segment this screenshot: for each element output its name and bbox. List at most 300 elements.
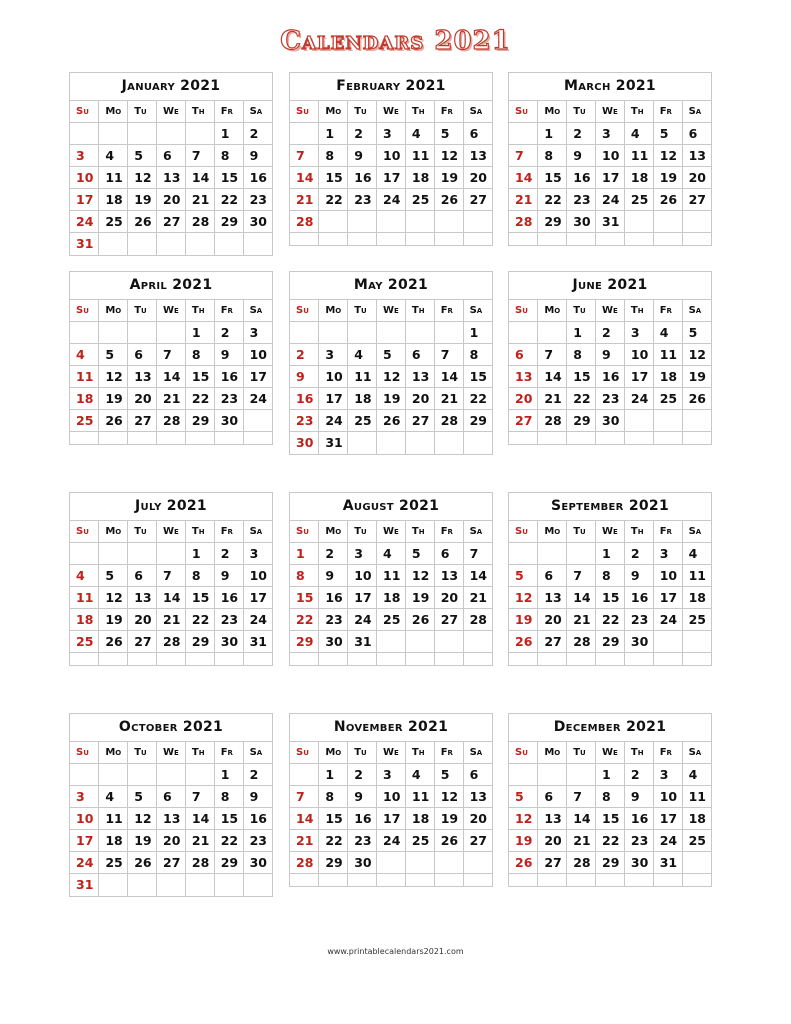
day-cell[interactable]: 4	[653, 322, 682, 344]
day-cell[interactable]: 27	[538, 852, 567, 874]
day-cell[interactable]: 1	[214, 764, 243, 786]
day-cell[interactable]: 21	[157, 388, 186, 410]
day-cell[interactable]: 29	[185, 410, 214, 432]
day-cell[interactable]: 12	[509, 587, 538, 609]
day-cell[interactable]: 19	[682, 366, 711, 388]
day-cell[interactable]: 21	[185, 830, 214, 852]
day-cell[interactable]: 21	[185, 189, 214, 211]
day-cell[interactable]: 7	[538, 344, 567, 366]
day-cell[interactable]: 8	[214, 145, 243, 167]
day-cell[interactable]: 5	[99, 565, 128, 587]
day-cell[interactable]: 22	[214, 189, 243, 211]
day-cell[interactable]: 13	[434, 565, 463, 587]
day-cell[interactable]: 13	[157, 808, 186, 830]
day-cell[interactable]: 16	[624, 587, 653, 609]
day-cell[interactable]: 19	[434, 808, 463, 830]
day-cell[interactable]: 25	[624, 189, 653, 211]
day-cell[interactable]: 5	[434, 764, 463, 786]
day-cell[interactable]: 29	[596, 852, 625, 874]
day-cell[interactable]: 2	[348, 123, 377, 145]
day-cell[interactable]: 3	[653, 764, 682, 786]
day-cell[interactable]: 29	[214, 852, 243, 874]
day-cell[interactable]: 11	[99, 808, 128, 830]
day-cell[interactable]: 4	[70, 565, 99, 587]
day-cell[interactable]: 3	[70, 145, 99, 167]
day-cell[interactable]: 19	[99, 388, 128, 410]
day-cell[interactable]: 11	[99, 167, 128, 189]
day-cell[interactable]: 17	[348, 587, 377, 609]
day-cell[interactable]: 22	[319, 189, 348, 211]
day-cell[interactable]: 10	[319, 366, 348, 388]
day-cell[interactable]: 19	[653, 167, 682, 189]
day-cell[interactable]: 14	[538, 366, 567, 388]
day-cell[interactable]: 14	[463, 565, 492, 587]
day-cell[interactable]: 7	[434, 344, 463, 366]
day-cell[interactable]: 18	[624, 167, 653, 189]
day-cell[interactable]: 16	[567, 167, 596, 189]
day-cell[interactable]: 22	[185, 388, 214, 410]
day-cell[interactable]: 24	[348, 609, 377, 631]
day-cell[interactable]: 26	[509, 631, 538, 653]
day-cell[interactable]: 19	[128, 830, 157, 852]
day-cell[interactable]: 27	[128, 410, 157, 432]
day-cell[interactable]: 30	[319, 631, 348, 653]
day-cell[interactable]: 27	[434, 609, 463, 631]
day-cell[interactable]: 10	[377, 786, 406, 808]
day-cell[interactable]: 24	[243, 388, 272, 410]
day-cell[interactable]: 23	[319, 609, 348, 631]
day-cell[interactable]: 19	[509, 609, 538, 631]
day-cell[interactable]: 21	[290, 830, 319, 852]
day-cell[interactable]: 28	[509, 211, 538, 233]
day-cell[interactable]: 10	[70, 808, 99, 830]
day-cell[interactable]: 20	[157, 830, 186, 852]
day-cell[interactable]: 26	[128, 211, 157, 233]
day-cell[interactable]: 17	[243, 366, 272, 388]
day-cell[interactable]: 27	[463, 830, 492, 852]
day-cell[interactable]: 21	[463, 587, 492, 609]
day-cell[interactable]: 18	[653, 366, 682, 388]
day-cell[interactable]: 16	[243, 167, 272, 189]
day-cell[interactable]: 23	[624, 609, 653, 631]
day-cell[interactable]: 2	[348, 764, 377, 786]
day-cell[interactable]: 13	[128, 587, 157, 609]
day-cell[interactable]: 5	[128, 786, 157, 808]
day-cell[interactable]: 13	[405, 366, 434, 388]
day-cell[interactable]: 25	[653, 388, 682, 410]
day-cell[interactable]: 28	[567, 631, 596, 653]
day-cell[interactable]: 29	[290, 631, 319, 653]
day-cell[interactable]: 27	[405, 410, 434, 432]
day-cell[interactable]: 9	[290, 366, 319, 388]
day-cell[interactable]: 20	[157, 189, 186, 211]
day-cell[interactable]: 18	[377, 587, 406, 609]
day-cell[interactable]: 11	[682, 565, 711, 587]
day-cell[interactable]: 12	[653, 145, 682, 167]
day-cell[interactable]: 10	[243, 565, 272, 587]
day-cell[interactable]: 17	[70, 830, 99, 852]
day-cell[interactable]: 4	[70, 344, 99, 366]
day-cell[interactable]: 14	[185, 167, 214, 189]
day-cell[interactable]: 18	[682, 587, 711, 609]
day-cell[interactable]: 9	[624, 565, 653, 587]
day-cell[interactable]: 26	[434, 189, 463, 211]
day-cell[interactable]: 14	[509, 167, 538, 189]
day-cell[interactable]: 30	[624, 852, 653, 874]
day-cell[interactable]: 7	[567, 565, 596, 587]
day-cell[interactable]: 16	[214, 366, 243, 388]
day-cell[interactable]: 24	[70, 211, 99, 233]
day-cell[interactable]: 10	[377, 145, 406, 167]
day-cell[interactable]: 12	[434, 145, 463, 167]
day-cell[interactable]: 16	[624, 808, 653, 830]
day-cell[interactable]: 14	[290, 167, 319, 189]
day-cell[interactable]: 19	[405, 587, 434, 609]
day-cell[interactable]: 13	[463, 786, 492, 808]
day-cell[interactable]: 26	[405, 609, 434, 631]
day-cell[interactable]: 9	[243, 145, 272, 167]
day-cell[interactable]: 6	[128, 344, 157, 366]
day-cell[interactable]: 11	[682, 786, 711, 808]
day-cell[interactable]: 23	[290, 410, 319, 432]
day-cell[interactable]: 14	[157, 587, 186, 609]
day-cell[interactable]: 17	[653, 587, 682, 609]
day-cell[interactable]: 20	[463, 808, 492, 830]
day-cell[interactable]: 11	[70, 587, 99, 609]
day-cell[interactable]: 8	[596, 786, 625, 808]
day-cell[interactable]: 13	[128, 366, 157, 388]
day-cell[interactable]: 1	[290, 543, 319, 565]
day-cell[interactable]: 6	[157, 786, 186, 808]
day-cell[interactable]: 25	[99, 211, 128, 233]
day-cell[interactable]: 15	[596, 587, 625, 609]
day-cell[interactable]: 15	[214, 167, 243, 189]
day-cell[interactable]: 24	[377, 830, 406, 852]
day-cell[interactable]: 1	[214, 123, 243, 145]
day-cell[interactable]: 1	[185, 543, 214, 565]
day-cell[interactable]: 26	[434, 830, 463, 852]
day-cell[interactable]: 31	[70, 233, 99, 255]
day-cell[interactable]: 25	[99, 852, 128, 874]
day-cell[interactable]: 21	[290, 189, 319, 211]
day-cell[interactable]: 9	[319, 565, 348, 587]
day-cell[interactable]: 12	[99, 587, 128, 609]
day-cell[interactable]: 2	[243, 123, 272, 145]
day-cell[interactable]: 30	[214, 410, 243, 432]
day-cell[interactable]: 20	[463, 167, 492, 189]
day-cell[interactable]: 30	[596, 410, 625, 432]
day-cell[interactable]: 7	[157, 344, 186, 366]
day-cell[interactable]: 10	[70, 167, 99, 189]
day-cell[interactable]: 16	[214, 587, 243, 609]
day-cell[interactable]: 29	[567, 410, 596, 432]
footer-website[interactable]: www.printablecalendars2021.com	[327, 947, 464, 956]
day-cell[interactable]: 4	[405, 764, 434, 786]
day-cell[interactable]: 11	[377, 565, 406, 587]
day-cell[interactable]: 6	[128, 565, 157, 587]
day-cell[interactable]: 7	[185, 786, 214, 808]
day-cell[interactable]: 25	[405, 830, 434, 852]
day-cell[interactable]: 29	[463, 410, 492, 432]
day-cell[interactable]: 7	[509, 145, 538, 167]
day-cell[interactable]: 6	[463, 123, 492, 145]
day-cell[interactable]: 3	[70, 786, 99, 808]
day-cell[interactable]: 30	[567, 211, 596, 233]
day-cell[interactable]: 21	[567, 609, 596, 631]
day-cell[interactable]: 4	[99, 145, 128, 167]
day-cell[interactable]: 9	[348, 786, 377, 808]
day-cell[interactable]: 24	[653, 830, 682, 852]
day-cell[interactable]: 17	[243, 587, 272, 609]
day-cell[interactable]: 4	[624, 123, 653, 145]
day-cell[interactable]: 4	[348, 344, 377, 366]
day-cell[interactable]: 29	[185, 631, 214, 653]
day-cell[interactable]: 3	[243, 543, 272, 565]
day-cell[interactable]: 21	[567, 830, 596, 852]
day-cell[interactable]: 20	[538, 830, 567, 852]
day-cell[interactable]: 31	[653, 852, 682, 874]
day-cell[interactable]: 16	[348, 808, 377, 830]
day-cell[interactable]: 28	[290, 852, 319, 874]
day-cell[interactable]: 8	[214, 786, 243, 808]
day-cell[interactable]: 26	[509, 852, 538, 874]
day-cell[interactable]: 15	[319, 167, 348, 189]
day-cell[interactable]: 18	[99, 830, 128, 852]
day-cell[interactable]: 13	[538, 587, 567, 609]
day-cell[interactable]: 18	[70, 609, 99, 631]
day-cell[interactable]: 15	[463, 366, 492, 388]
day-cell[interactable]: 19	[434, 167, 463, 189]
day-cell[interactable]: 2	[596, 322, 625, 344]
day-cell[interactable]: 30	[624, 631, 653, 653]
day-cell[interactable]: 27	[157, 852, 186, 874]
day-cell[interactable]: 19	[128, 189, 157, 211]
day-cell[interactable]: 26	[128, 852, 157, 874]
day-cell[interactable]: 24	[653, 609, 682, 631]
day-cell[interactable]: 10	[653, 786, 682, 808]
day-cell[interactable]: 2	[319, 543, 348, 565]
day-cell[interactable]: 8	[185, 565, 214, 587]
day-cell[interactable]: 12	[128, 808, 157, 830]
day-cell[interactable]: 27	[128, 631, 157, 653]
day-cell[interactable]: 15	[214, 808, 243, 830]
day-cell[interactable]: 2	[624, 764, 653, 786]
day-cell[interactable]: 13	[682, 145, 711, 167]
day-cell[interactable]: 24	[377, 189, 406, 211]
day-cell[interactable]: 6	[538, 565, 567, 587]
day-cell[interactable]: 9	[596, 344, 625, 366]
day-cell[interactable]: 24	[243, 609, 272, 631]
day-cell[interactable]: 18	[405, 167, 434, 189]
day-cell[interactable]: 2	[624, 543, 653, 565]
day-cell[interactable]: 30	[243, 211, 272, 233]
day-cell[interactable]: 7	[567, 786, 596, 808]
day-cell[interactable]: 15	[290, 587, 319, 609]
day-cell[interactable]: 9	[348, 145, 377, 167]
day-cell[interactable]: 5	[377, 344, 406, 366]
day-cell[interactable]: 21	[509, 189, 538, 211]
day-cell[interactable]: 5	[99, 344, 128, 366]
day-cell[interactable]: 20	[682, 167, 711, 189]
day-cell[interactable]: 15	[185, 587, 214, 609]
day-cell[interactable]: 28	[185, 852, 214, 874]
day-cell[interactable]: 8	[319, 145, 348, 167]
day-cell[interactable]: 9	[243, 786, 272, 808]
day-cell[interactable]: 2	[243, 764, 272, 786]
day-cell[interactable]: 15	[538, 167, 567, 189]
day-cell[interactable]: 28	[185, 211, 214, 233]
day-cell[interactable]: 5	[405, 543, 434, 565]
day-cell[interactable]: 20	[509, 388, 538, 410]
day-cell[interactable]: 6	[509, 344, 538, 366]
day-cell[interactable]: 29	[538, 211, 567, 233]
day-cell[interactable]: 18	[682, 808, 711, 830]
day-cell[interactable]: 22	[319, 830, 348, 852]
day-cell[interactable]: 6	[463, 764, 492, 786]
day-cell[interactable]: 14	[185, 808, 214, 830]
day-cell[interactable]: 24	[319, 410, 348, 432]
day-cell[interactable]: 22	[463, 388, 492, 410]
day-cell[interactable]: 28	[157, 410, 186, 432]
day-cell[interactable]: 3	[653, 543, 682, 565]
day-cell[interactable]: 8	[185, 344, 214, 366]
day-cell[interactable]: 29	[596, 631, 625, 653]
day-cell[interactable]: 27	[463, 189, 492, 211]
day-cell[interactable]: 22	[538, 189, 567, 211]
day-cell[interactable]: 30	[290, 432, 319, 454]
day-cell[interactable]: 30	[214, 631, 243, 653]
day-cell[interactable]: 17	[377, 808, 406, 830]
day-cell[interactable]: 13	[538, 808, 567, 830]
day-cell[interactable]: 19	[509, 830, 538, 852]
day-cell[interactable]: 27	[157, 211, 186, 233]
day-cell[interactable]: 23	[567, 189, 596, 211]
day-cell[interactable]: 20	[128, 388, 157, 410]
day-cell[interactable]: 21	[538, 388, 567, 410]
day-cell[interactable]: 6	[405, 344, 434, 366]
day-cell[interactable]: 28	[290, 211, 319, 233]
day-cell[interactable]: 2	[214, 322, 243, 344]
day-cell[interactable]: 18	[99, 189, 128, 211]
day-cell[interactable]: 14	[290, 808, 319, 830]
day-cell[interactable]: 20	[128, 609, 157, 631]
day-cell[interactable]: 31	[596, 211, 625, 233]
day-cell[interactable]: 31	[319, 432, 348, 454]
day-cell[interactable]: 6	[538, 786, 567, 808]
day-cell[interactable]: 18	[405, 808, 434, 830]
day-cell[interactable]: 1	[538, 123, 567, 145]
day-cell[interactable]: 20	[434, 587, 463, 609]
day-cell[interactable]: 21	[157, 609, 186, 631]
day-cell[interactable]: 28	[567, 852, 596, 874]
day-cell[interactable]: 16	[596, 366, 625, 388]
day-cell[interactable]: 29	[319, 852, 348, 874]
day-cell[interactable]: 13	[463, 145, 492, 167]
day-cell[interactable]: 22	[214, 830, 243, 852]
day-cell[interactable]: 12	[128, 167, 157, 189]
day-cell[interactable]: 23	[596, 388, 625, 410]
day-cell[interactable]: 11	[70, 366, 99, 388]
day-cell[interactable]: 23	[214, 609, 243, 631]
day-cell[interactable]: 26	[377, 410, 406, 432]
day-cell[interactable]: 3	[243, 322, 272, 344]
day-cell[interactable]: 10	[243, 344, 272, 366]
day-cell[interactable]: 1	[319, 123, 348, 145]
day-cell[interactable]: 22	[567, 388, 596, 410]
day-cell[interactable]: 3	[377, 764, 406, 786]
day-cell[interactable]: 15	[319, 808, 348, 830]
day-cell[interactable]: 21	[434, 388, 463, 410]
day-cell[interactable]: 30	[243, 852, 272, 874]
day-cell[interactable]: 3	[348, 543, 377, 565]
day-cell[interactable]: 3	[596, 123, 625, 145]
day-cell[interactable]: 25	[348, 410, 377, 432]
day-cell[interactable]: 31	[70, 874, 99, 896]
day-cell[interactable]: 28	[157, 631, 186, 653]
day-cell[interactable]: 14	[567, 808, 596, 830]
day-cell[interactable]: 26	[99, 631, 128, 653]
day-cell[interactable]: 2	[290, 344, 319, 366]
day-cell[interactable]: 11	[653, 344, 682, 366]
day-cell[interactable]: 28	[538, 410, 567, 432]
day-cell[interactable]: 9	[567, 145, 596, 167]
day-cell[interactable]: 23	[348, 830, 377, 852]
day-cell[interactable]: 5	[653, 123, 682, 145]
day-cell[interactable]: 5	[434, 123, 463, 145]
day-cell[interactable]: 23	[624, 830, 653, 852]
day-cell[interactable]: 12	[509, 808, 538, 830]
day-cell[interactable]: 15	[596, 808, 625, 830]
day-cell[interactable]: 18	[70, 388, 99, 410]
day-cell[interactable]: 16	[290, 388, 319, 410]
day-cell[interactable]: 18	[348, 388, 377, 410]
day-cell[interactable]: 30	[348, 852, 377, 874]
day-cell[interactable]: 9	[214, 344, 243, 366]
day-cell[interactable]: 4	[405, 123, 434, 145]
day-cell[interactable]: 11	[405, 786, 434, 808]
day-cell[interactable]: 23	[348, 189, 377, 211]
day-cell[interactable]: 28	[434, 410, 463, 432]
day-cell[interactable]: 9	[624, 786, 653, 808]
day-cell[interactable]: 6	[157, 145, 186, 167]
day-cell[interactable]: 23	[214, 388, 243, 410]
day-cell[interactable]: 3	[624, 322, 653, 344]
day-cell[interactable]: 25	[405, 189, 434, 211]
day-cell[interactable]: 1	[185, 322, 214, 344]
day-cell[interactable]: 10	[348, 565, 377, 587]
day-cell[interactable]: 3	[377, 123, 406, 145]
day-cell[interactable]: 7	[157, 565, 186, 587]
day-cell[interactable]: 23	[243, 830, 272, 852]
day-cell[interactable]: 8	[596, 565, 625, 587]
day-cell[interactable]: 4	[682, 764, 711, 786]
day-cell[interactable]: 19	[377, 388, 406, 410]
day-cell[interactable]: 25	[70, 631, 99, 653]
day-cell[interactable]: 4	[682, 543, 711, 565]
day-cell[interactable]: 15	[185, 366, 214, 388]
day-cell[interactable]: 5	[509, 786, 538, 808]
day-cell[interactable]: 16	[243, 808, 272, 830]
day-cell[interactable]: 17	[70, 189, 99, 211]
day-cell[interactable]: 31	[243, 631, 272, 653]
day-cell[interactable]: 16	[319, 587, 348, 609]
day-cell[interactable]: 15	[567, 366, 596, 388]
day-cell[interactable]: 20	[405, 388, 434, 410]
day-cell[interactable]: 27	[509, 410, 538, 432]
day-cell[interactable]: 16	[348, 167, 377, 189]
day-cell[interactable]: 1	[596, 543, 625, 565]
day-cell[interactable]: 23	[243, 189, 272, 211]
